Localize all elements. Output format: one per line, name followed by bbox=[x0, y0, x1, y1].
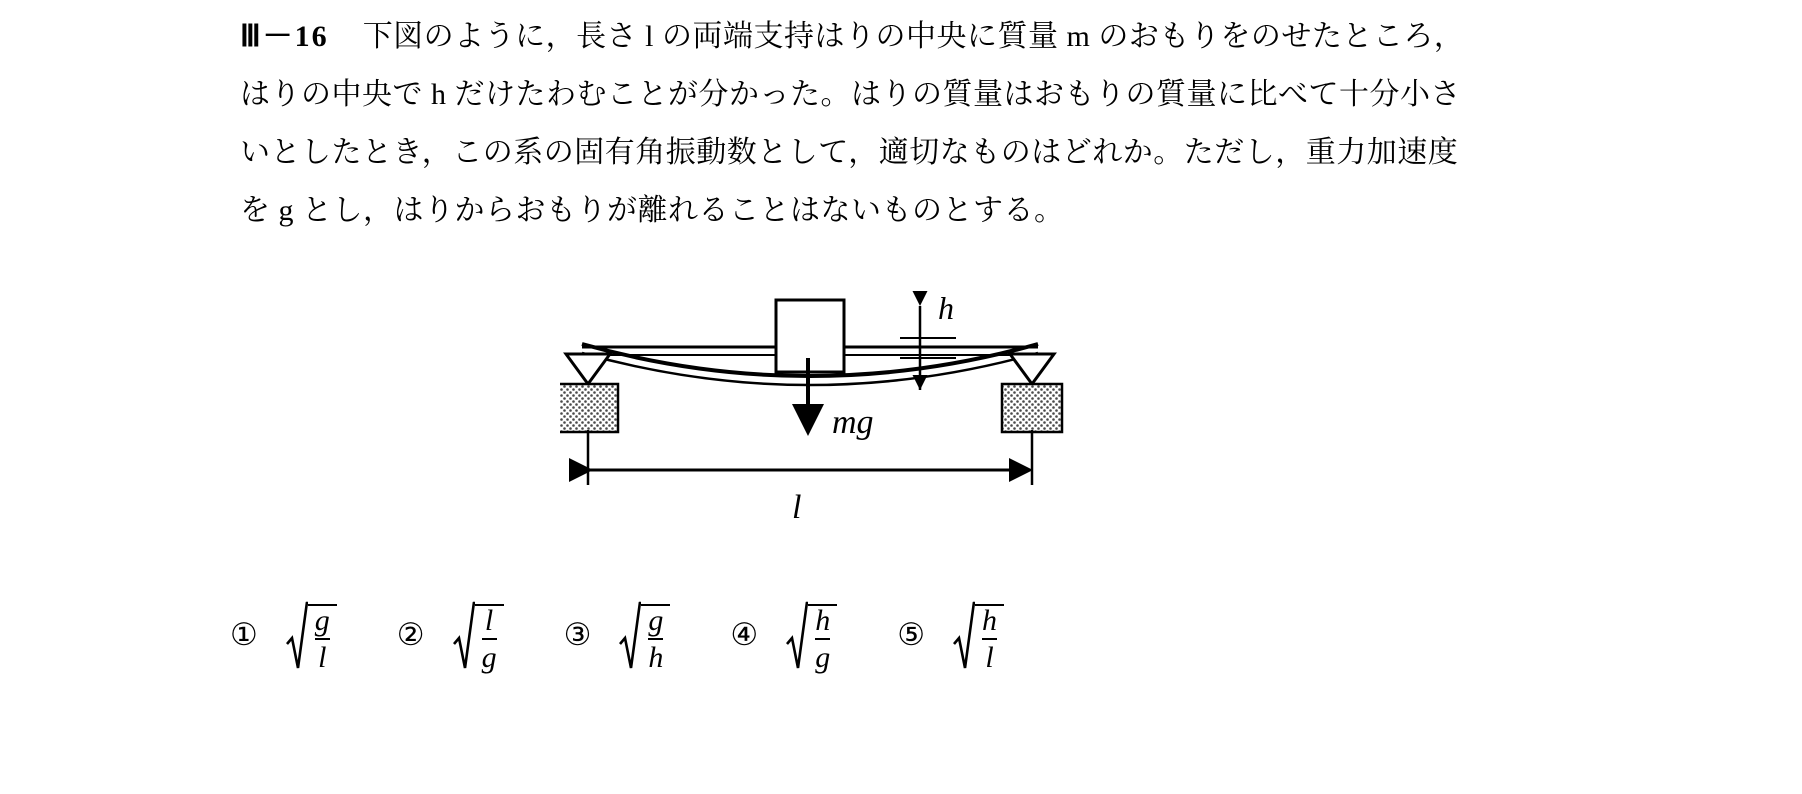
radical-sign-icon bbox=[786, 598, 808, 672]
choice-1-marker: ① bbox=[230, 617, 258, 653]
problem-statement bbox=[240, 8, 1640, 240]
choice-4-fraction bbox=[808, 604, 837, 672]
right-support bbox=[1002, 354, 1062, 432]
choice-5-fraction bbox=[975, 604, 1004, 672]
choice-4-expression bbox=[786, 598, 837, 672]
choice-3-denominator: h bbox=[648, 641, 664, 674]
choice-5-marker: ⑤ bbox=[897, 617, 925, 653]
dimension-extension-lines bbox=[588, 430, 1032, 485]
choice-1-expression bbox=[286, 598, 337, 672]
choice-2-denominator: g bbox=[481, 641, 497, 674]
choice-2[interactable] bbox=[397, 598, 504, 672]
choice-4-marker: ④ bbox=[730, 617, 759, 653]
problem-line-2: はりの中央で h だけたわむことが分かった。はりの質量はおもりの質量に比べて十分小さ bbox=[240, 78, 1461, 111]
choice-4-numerator: h bbox=[815, 604, 830, 640]
choice-2-fraction bbox=[475, 604, 504, 672]
radical-sign-icon bbox=[953, 598, 975, 672]
choice-1-numerator: g bbox=[315, 604, 330, 640]
choice-4-denominator: g bbox=[815, 641, 831, 674]
problem-line-1-text: 下図のように，長さ l の両端支持はりの中央に質量 m のおもりをのせたところ， bbox=[362, 20, 1465, 53]
problem-line-3: いとしたとき，この系の固有角振動数として，適切なものはどれか。ただし，重力加速度 bbox=[240, 136, 1459, 169]
choice-2-marker: ② bbox=[396, 617, 425, 653]
choice-5[interactable] bbox=[897, 598, 1004, 672]
choice-3-fraction bbox=[641, 604, 670, 672]
choice-5-expression bbox=[953, 598, 1004, 672]
beam-diagram bbox=[560, 280, 1260, 560]
choice-4[interactable] bbox=[730, 598, 837, 672]
radical-sign-icon bbox=[619, 598, 641, 672]
choice-2-numerator: l bbox=[482, 604, 497, 640]
choice-3-numerator: g bbox=[648, 604, 663, 640]
choice-1-denominator: l bbox=[318, 641, 327, 674]
problem-line-4: を g とし，はりからおもりが離れることはないものとする。 bbox=[240, 194, 1065, 227]
choice-2-expression bbox=[453, 598, 504, 672]
choice-5-denominator: l bbox=[985, 641, 994, 674]
beam-diagram-svg bbox=[560, 280, 1260, 560]
radical-sign-icon bbox=[286, 598, 308, 672]
label-mg: mg bbox=[832, 404, 874, 441]
choice-1[interactable] bbox=[230, 598, 337, 672]
label-l: l bbox=[792, 489, 802, 526]
answer-choices bbox=[230, 598, 1064, 672]
problem-line-1 bbox=[240, 8, 1640, 66]
left-support bbox=[560, 354, 618, 432]
choice-3[interactable] bbox=[564, 598, 671, 672]
choice-1-fraction bbox=[308, 604, 337, 672]
problem-number: Ⅲ－16 bbox=[240, 20, 329, 53]
radical-sign-icon bbox=[453, 598, 475, 672]
choice-3-marker: ③ bbox=[563, 617, 592, 653]
choice-3-expression bbox=[619, 598, 670, 672]
label-h: h bbox=[938, 290, 954, 326]
choice-5-numerator: h bbox=[982, 604, 997, 640]
